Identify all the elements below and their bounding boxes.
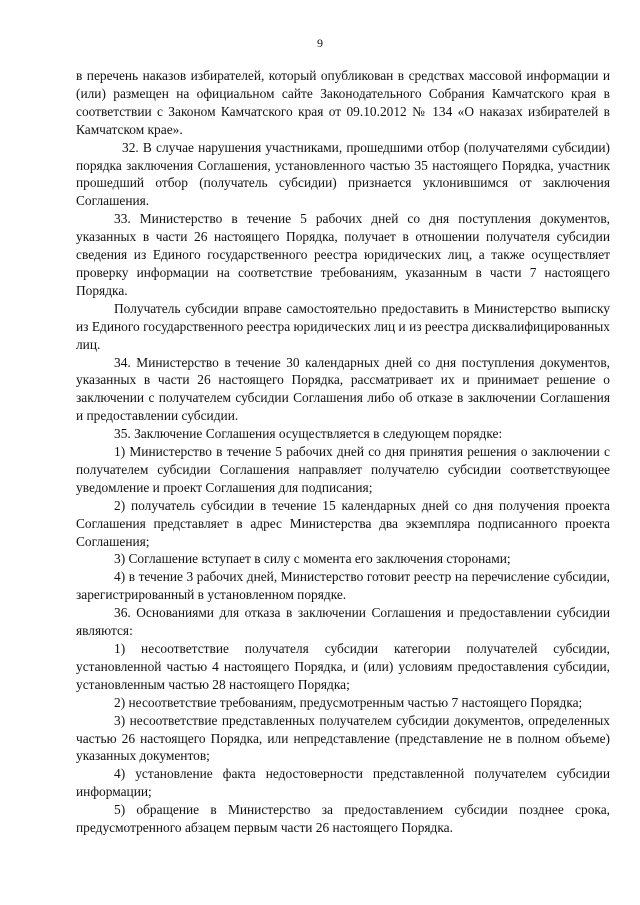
paragraph-33: 33. Министерство в течение 5 рабочих дней со дня поступления документов, указанных в части 26 настоящего Порядка, получает в отношении получателя субсидии сведения из Единого государственного реестра юридических лиц, а также осуществляет проверку информации на соответствие требованиям, указанным в части 7 настоящего Порядка. <box>76 211 610 298</box>
paragraph-32: 32. В случае нарушения участниками, прошедшими отбор (получателями субсидии) порядка заключения Соглашения, установленного частью 35 настоящего Порядка, участник прошедший отбор (получатель субсидии) признается уклонившимся от заключения Соглашения. <box>76 139 610 209</box>
document-body <box>76 67 610 837</box>
paragraph-36-item-3: 3) несоответствие представленных получателем субсидии документов, определенных частью 26 настоящего Порядка, или непредставление (представление не в полном объеме) указанных документов; <box>76 712 610 764</box>
page-number: 9 <box>317 36 323 50</box>
paragraph-35-item-1: 1) Министерство в течение 5 рабочих дней со дня принятия решения о заключении с получателем субсидии Соглашения направляет получателю субсидии соответствующее уведомление и проект Соглашения для подписания; <box>76 444 610 495</box>
paragraph-35-item-3: 3) Соглашение вступает в силу с момента его заключения сторонами; <box>114 551 511 567</box>
paragraph-36-item-2: 2) несоответствие требованиям, предусмотренным частью 7 настоящего Порядка; <box>114 694 583 710</box>
paragraph-35-item-2: 2) получатель субсидии в течение 15 календарных дней со дня получения проекта Соглашения представляет в адрес Министерства два экземпляра подписанного проекта Соглашения; <box>76 497 610 549</box>
paragraph-continuation: в перечень наказов избирателей, который опубликован в средствах массовой информации и (или) размещен на официальном сайте Законодательного Собрания Камчатского края в соответствии с Законом Камчатского края от 09.10.2012 № 134 «О наказах избирателей в Камчатском крае». <box>76 68 610 137</box>
paragraph-36-item-5: 5) обращение в Министерство за предоставлением субсидии позднее срока, предусмотренного абзацем первым части 26 настоящего Порядка. <box>76 802 610 836</box>
paragraph-33-extract: Получатель субсидии вправе самостоятельно предоставить в Министерство выписку из Единого государственного реестра юридических лиц и из реестра дисквалифицированных лиц. <box>76 300 610 352</box>
paragraph-35-item-4: 4) в течение 3 рабочих дней, Министерство готовит реестр на перечисление субсидии, зарегистрированный в установленном порядке. <box>76 569 610 603</box>
paragraph-36: 36. Основаниями для отказа в заключении Соглашения и предоставлении субсидии являются: <box>76 605 610 639</box>
paragraph-36-item-1: 1) несоответствие получателя субсидии категории получателей субсидии, установленной частью 4 настоящего Порядка, и (или) условиям предоставления субсидии, установленным частью 28 настоящего Порядка; <box>76 641 610 692</box>
paragraph-36-item-4: 4) установление факта недостоверности представленной получателем субсидии информации; <box>76 766 610 800</box>
paragraph-35: 35. Заключение Соглашения осуществляется в следующем порядке: <box>114 426 503 442</box>
paragraph-34: 34. Министерство в течение 30 календарных дней со дня поступления документов, указанных в части 26 настоящего Порядка, рассматривает их и принимает решение о заключении с получателем субсидии Соглашения либо об отказе в заключении Соглашения и предоставлении субсидии. <box>76 354 610 424</box>
